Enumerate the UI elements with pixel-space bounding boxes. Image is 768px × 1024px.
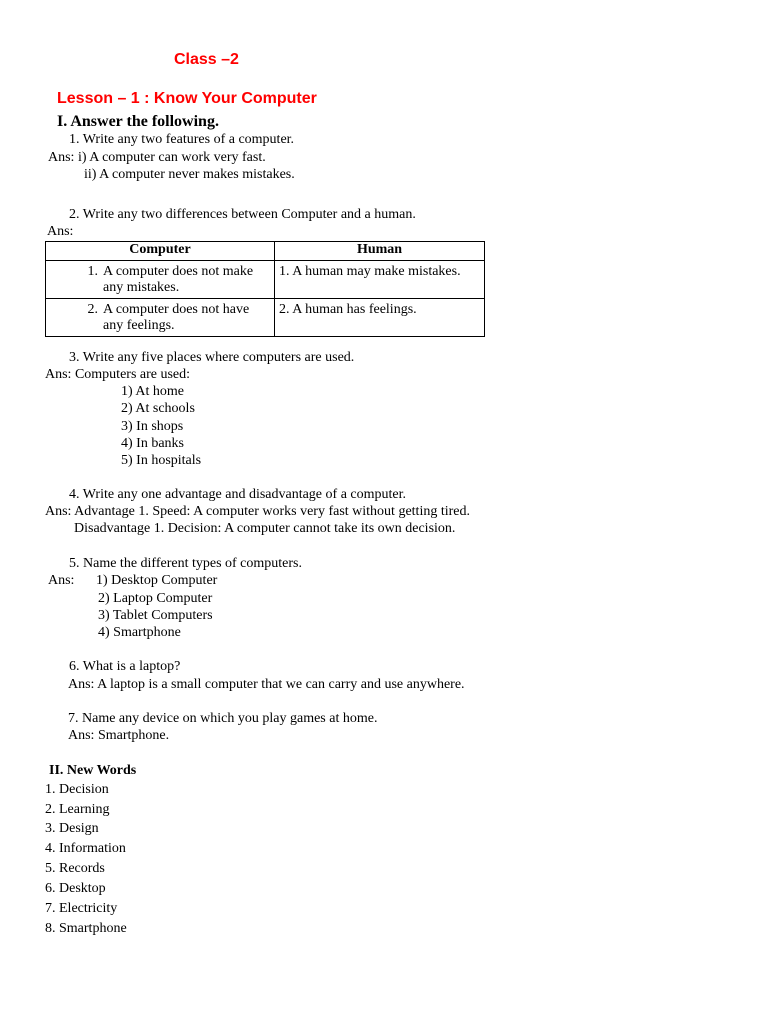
- table-cell-text: A computer does not make any mistakes.: [103, 264, 254, 295]
- q5-list-item: 4) Smartphone: [98, 625, 181, 640]
- table-cell-human: 1. A human may make mistakes.: [275, 261, 485, 299]
- q3-list-item: 1) At home: [121, 384, 184, 399]
- table-header-row: [46, 242, 485, 261]
- q1-answer-2: ii) A computer never makes mistakes.: [84, 167, 295, 182]
- q7-question: 7. Name any device on which you play games at home.: [68, 711, 378, 726]
- q1-answer-1: Ans: i) A computer can work very fast.: [48, 150, 266, 165]
- table-cell-text: A computer does not have any feelings.: [103, 302, 250, 333]
- new-word-item: 5. Records: [45, 861, 105, 876]
- q4-answer-2: Disadvantage 1. Decision: A computer cannot take its own decision.: [74, 521, 456, 536]
- new-word-item: 1. Decision: [45, 782, 109, 797]
- q2-answer-label: Ans:: [47, 224, 74, 239]
- q5-list-item: 2) Laptop Computer: [98, 591, 213, 606]
- table-cell-computer: [46, 261, 275, 299]
- q6-question: 6. What is a laptop?: [69, 659, 181, 674]
- q1-question: 1. Write any two features of a computer.: [69, 132, 295, 147]
- new-word-item: 8. Smartphone: [45, 921, 127, 936]
- q4-answer-1: Ans: Advantage 1. Speed: A computer works very fast without getting tired.: [45, 504, 470, 519]
- q5-list-item: 3) Tablet Computers: [98, 608, 213, 623]
- table-row: [46, 261, 485, 299]
- new-word-item: 3. Design: [45, 821, 99, 836]
- q3-list-item: 4) In banks: [121, 436, 184, 451]
- new-word-item: 7. Electricity: [45, 901, 118, 916]
- comparison-table: [45, 241, 485, 337]
- q7-answer: Ans: Smartphone.: [68, 728, 170, 743]
- table-cell-human: 2. A human has feelings.: [275, 299, 485, 337]
- section1-heading: I. Answer the following.: [57, 113, 219, 130]
- q5-list-item: 1) Desktop Computer: [96, 573, 218, 588]
- q5-question: 5. Name the different types of computers.: [69, 556, 303, 571]
- table-row-number: 1.: [87, 264, 98, 279]
- q5-answer-label: Ans:: [48, 573, 75, 588]
- q3-list-item: 2) At schools: [121, 401, 195, 416]
- q2-question: 2. Write any two differences between Computer and a human.: [69, 207, 416, 222]
- section2-heading: II. New Words: [49, 763, 137, 778]
- new-word-item: 4. Information: [45, 841, 126, 856]
- q3-list-item: 5) In hospitals: [121, 453, 202, 468]
- new-word-item: 6. Desktop: [45, 881, 106, 896]
- lesson-title: Lesson – 1 : Know Your Computer: [57, 90, 317, 107]
- class-title: Class –2: [174, 51, 239, 68]
- q4-question: 4. Write any one advantage and disadvantage of a computer.: [69, 487, 406, 502]
- q3-list-item: 3) In shops: [121, 419, 184, 434]
- table-cell-computer: [46, 299, 275, 337]
- q6-answer: Ans: A laptop is a small computer that we can carry and use anywhere.: [68, 677, 465, 692]
- table-header-computer: Computer: [46, 242, 275, 261]
- table-row: [46, 299, 485, 337]
- new-word-item: 2. Learning: [45, 802, 110, 817]
- table-header-human: Human: [275, 242, 485, 261]
- q3-answer-label: Ans: Computers are used:: [45, 367, 191, 382]
- q3-question: 3. Write any five places where computers are used.: [69, 350, 355, 365]
- table-row-number: 2.: [87, 302, 98, 317]
